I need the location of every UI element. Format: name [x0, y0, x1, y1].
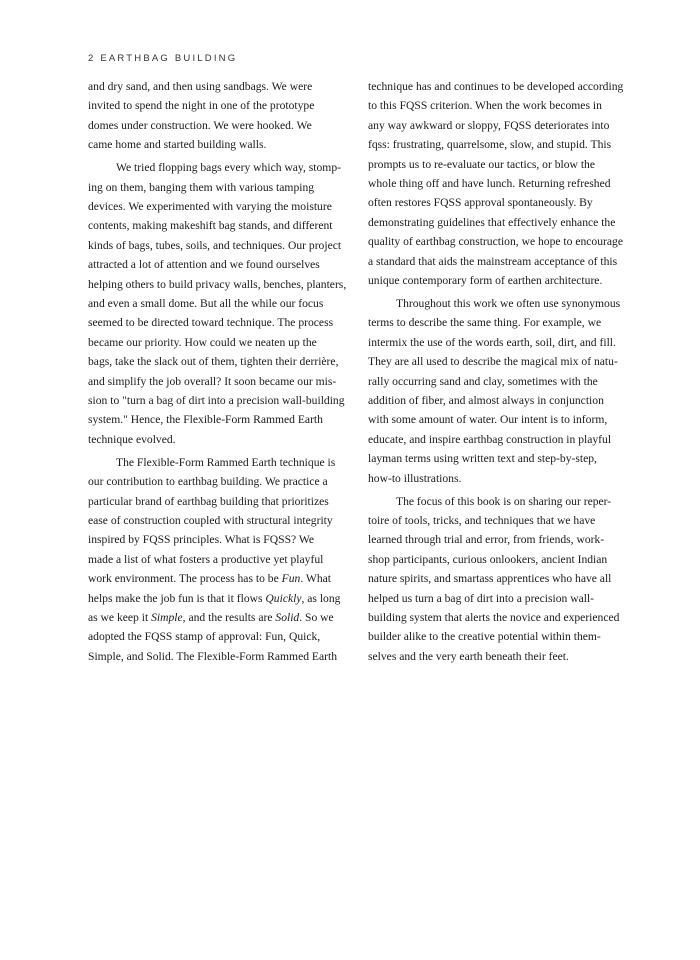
text-line: our contribution to earthbag building. We practice a — [88, 475, 328, 489]
text-line: and dry sand, and then using sandbags. We were — [88, 80, 313, 93]
text-line: and simplify the job overall? It soon became our mis- — [88, 374, 337, 388]
text-line: toire of tools, tricks, and techniques that we have — [368, 513, 596, 527]
text-line: They are all used to describe the magical mix of natu- — [368, 355, 618, 369]
paragraph — [88, 158, 356, 449]
text-line: kinds of bags, tubes, soils, and techniques. Our project — [88, 238, 342, 252]
text-line: layman terms using written text and step-by-step, — [368, 452, 597, 466]
text-line: Simple, and Solid. The Flexible-Form Rammed Earth — [88, 649, 338, 663]
text-line: learned through trial and error, from friends, work- — [368, 533, 605, 547]
paragraph — [368, 77, 636, 290]
text-line: technique has and continues to be developed according — [368, 80, 624, 93]
text-line: helps make the job fun is that it flows Quickly, as long — [88, 591, 341, 605]
text-line: and even a small dome. But all the while our focus — [88, 296, 324, 310]
right-column — [368, 77, 636, 666]
text-line: often restores FQSS approval spontaneously. By — [368, 196, 593, 210]
emphasis-simple: Simple — [151, 610, 183, 624]
left-column — [88, 77, 356, 666]
text-line: selves and the very earth beneath their feet. — [368, 649, 569, 663]
emphasis-fun: Fun — [281, 572, 301, 586]
text-line: We tried flopping bags every which way, stomp- — [116, 161, 341, 175]
text-line: nature spirits, and smartass apprentices who have all — [368, 572, 612, 586]
text-line: came home and started building walls. — [88, 138, 267, 152]
text-line: unique contemporary form of earthen architecture. — [368, 274, 603, 288]
text-line: devices. We experimented with varying the moisture — [88, 199, 332, 213]
text-line: addition of fiber, and almost always in conjunction — [368, 394, 604, 407]
text-line: system." Hence, the Flexible-Form Rammed Earth — [88, 413, 323, 427]
text-line: quality of earthbag construction, we hope to encourage — [368, 235, 623, 249]
text-line: ease of construction coupled with structural integrity — [88, 513, 333, 527]
text-line: ing on them, banging them with various tamping — [88, 180, 315, 194]
text-line: domes under construction. We were hooked. We — [88, 118, 312, 132]
text-line: with some amount of water. Our intent is to inform, — [368, 413, 608, 427]
text-line: building system that alerts the novice and experienced — [368, 610, 620, 624]
text-line: helped us turn a bag of dirt into a precision wall- — [368, 591, 595, 605]
text-line: whole thing off and have lunch. Returning refreshed — [368, 177, 611, 191]
text-line: a standard that aids the mainstream acceptance of this — [368, 254, 618, 268]
text-line: made a list of what fosters a productive yet playful — [88, 552, 324, 566]
text-line: helping others to build privacy walls, benches, planters, — [88, 277, 347, 291]
text-line: terms to describe the same thing. For example, we — [368, 316, 602, 330]
page-number: 2 — [88, 53, 96, 64]
text-line: particular brand of earthbag building that prioritizes — [88, 494, 329, 508]
text-line: to this FQSS criterion. When the work becomes in — [368, 99, 602, 113]
text-line: sion to "turn a bag of dirt into a precision wall-building — [88, 394, 345, 407]
paragraph — [368, 294, 636, 488]
text-line: fqss: frustrating, quarrelsome, slow, and stupid. This — [368, 138, 612, 152]
emphasis-solid: Solid — [275, 610, 300, 624]
running-head — [88, 53, 237, 64]
text-line: builder alike to the creative potential within them- — [368, 630, 601, 644]
book-title: EARTHBAG BUILDING — [100, 53, 238, 64]
text-line: invited to spend the night in one of the prototype — [88, 99, 315, 113]
paragraph — [88, 77, 356, 155]
text-line: how-to illustrations. — [368, 471, 462, 485]
text-line: contents, making makeshift bag stands, and different — [88, 219, 333, 233]
text-line: The focus of this book is on sharing our reper- — [396, 494, 612, 508]
paragraph — [88, 453, 356, 666]
text-line: prompts us to re-evaluate our tactics, or blow the — [368, 157, 595, 171]
text-line: as we keep it Simple, and the results are Solid. So we — [88, 610, 334, 624]
text-line: any way awkward or sloppy, FQSS deteriorates into — [368, 118, 610, 132]
text-line: intermix the use of the words earth, soil, dirt, and fill. — [368, 335, 616, 349]
text-line: rally occurring sand and clay, sometimes with the — [368, 374, 598, 388]
text-line: demonstrating guidelines that effectively enhance the — [368, 215, 616, 229]
text-line: The Flexible-Form Rammed Earth technique is — [116, 455, 336, 469]
emphasis-quickly: Quickly — [265, 591, 302, 605]
text-line: work environment. The process has to be Fun. What — [88, 572, 332, 586]
text-line: seemed to be directed toward technique. The process — [88, 316, 334, 330]
text-line: adopted the FQSS stamp of approval: Fun, Quick, — [88, 630, 321, 644]
text-line: shop participants, curious onlookers, ancient Indian — [368, 552, 608, 566]
text-line: attracted a lot of attention and we found ourselves — [88, 258, 320, 272]
text-line: technique evolved. — [88, 432, 176, 446]
paragraph — [368, 492, 636, 667]
text-line: Throughout this work we often use synonymous — [396, 296, 621, 310]
text-line: bags, take the slack out of them, tighten their derrière, — [88, 355, 339, 369]
text-line: became our priority. How could we neaten up the — [88, 335, 317, 349]
text-line: educate, and inspire earthbag construction in playful — [368, 432, 612, 446]
text-line: inspired by FQSS principles. What is FQSS? We — [88, 533, 315, 547]
